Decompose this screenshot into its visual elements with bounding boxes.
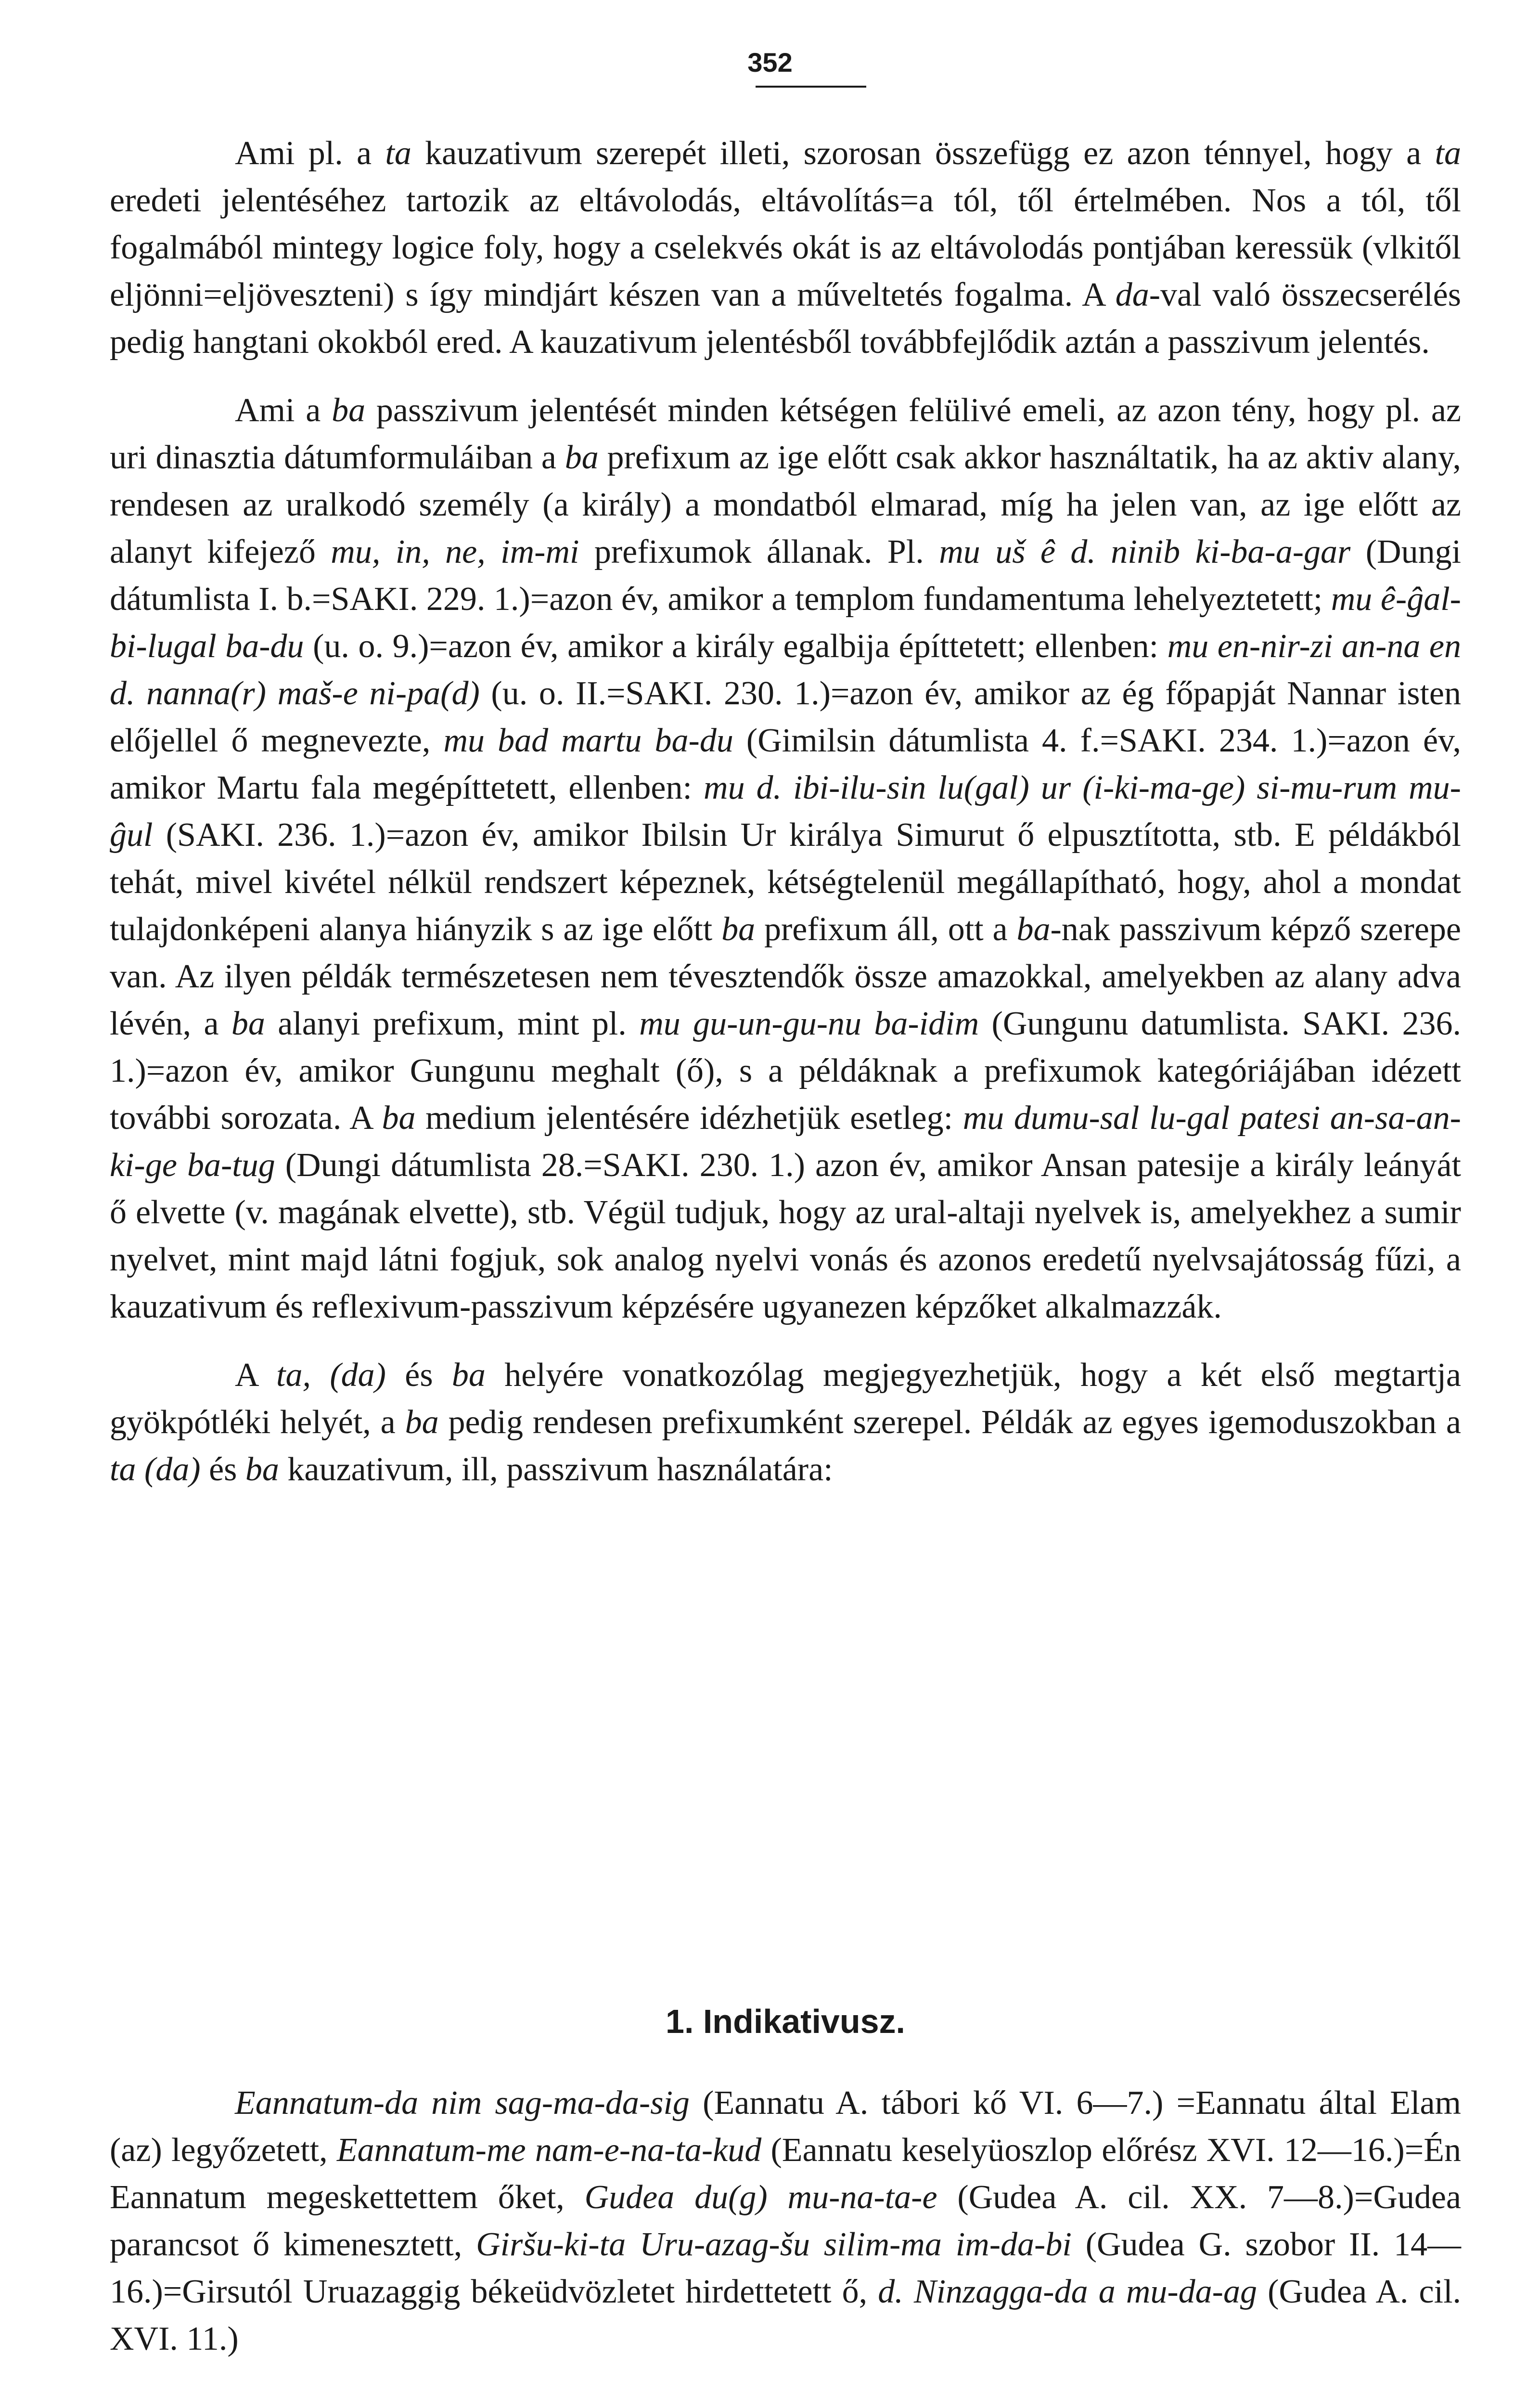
italic-term: mu, in, ne, im-mi <box>331 533 579 570</box>
italic-term: ta <box>1435 135 1461 172</box>
italic-term: ta <box>385 135 411 172</box>
text-run: helyére vonatkozólag megjegyezhetjük, hogy a két első megtartja gyökpótléki helyét, a <box>110 1357 1461 1441</box>
body-text <box>110 130 1461 1514</box>
text-run: (Gudea A. cil. XX. 7—8.)=Gudea parancsot ő kimenesztett, <box>110 2179 1462 2263</box>
italic-term: mu gu-un-gu-nu ba-idim <box>639 1005 979 1042</box>
text-run: (Dungi dátumlista I. b.=SAKI. 229. 1.)=azon év, amikor a templom fundamentuma lehelyeztetett; <box>110 533 1462 618</box>
text-run: és <box>200 1451 245 1488</box>
paragraph-passzivum <box>110 387 1461 1331</box>
text-run: (u. o. II.=SAKI. 230. 1.)=azon év, amikor az ég főpapját Nannar isten előjellel ő megnevezte, <box>110 675 1461 759</box>
text-run: A <box>235 1357 277 1394</box>
italic-term: ba <box>1016 911 1051 948</box>
examples-block <box>110 2080 1461 2363</box>
text-run: (Eannatu keselyüoszlop előrész XVI. 12—16.)=Én Eannatum megeskettettem őket, <box>110 2132 1461 2216</box>
italic-term: ta, (da) <box>276 1357 386 1394</box>
text-run: prefixum az ige előtt csak akkor használtatik, ha az aktiv alany, rendesen az uralkodó személy (a király) a mondatból elmarad, míg ha jelen van, az ige előtt az alanyt kifejező <box>110 439 1461 570</box>
italic-term: Giršu-ki-ta Uru-azag-šu silim-ma im-da-bi <box>476 2226 1072 2263</box>
text-run: -nak passzivum képző szerepe van. Az ilyen példák természetesen nem tévesztendők össze amazokkal, amelyekben az alany adva lévén, a <box>110 911 1461 1042</box>
text-run: (SAKI. 236. 1.)=azon év, amikor Ibilsin Ur királya Simurut ő elpusztította, stb. E példákból tehát, mivel kivétel nélkül rendszert képeznek, kétségtelenül megállapítható, hogy, ahol a mondat tulajdonképeni alanya hiányzik s az ige előtt <box>110 816 1461 948</box>
text-run: kauzativum, ill, passzivum használatára: <box>279 1451 833 1488</box>
paragraph-helyere <box>110 1352 1461 1493</box>
text-run: Ami pl. a <box>235 135 385 172</box>
italic-term: mu ê-ĝal-bi-lugal ba-du <box>110 581 1461 665</box>
italic-term: ba <box>405 1404 439 1441</box>
italic-term: mu d. ibi-ilu-sin lu(gal) ur (i-ki-ma-ge) si-mu-rum mu-ĝul <box>110 769 1461 854</box>
text-run: kauzativum szerepét illeti, szorosan összefügg ez azon ténnyel, hogy a <box>411 135 1435 172</box>
italic-term: ta (da) <box>110 1451 201 1488</box>
text-run: -val való összecserélés pedig hangtani okokból ered. A kauzativum jelentésből továbbfejlődik aztán a passzivum jelentés. <box>110 276 1461 361</box>
italic-term: da <box>1115 276 1149 313</box>
paragraph-examples <box>110 2080 1461 2363</box>
text-run: Ami a <box>235 392 332 429</box>
section-heading: 1. Indikativusz. <box>666 2003 905 2040</box>
text-run: (Gimilsin dátumlista 4. f.=SAKI. 234. 1.)=azon év, amikor Martu fala megépíttetett, ellenben: <box>110 722 1461 806</box>
text-run: (u. o. 9.)=azon év, amikor a király egalbija építtetett; ellenben: <box>304 628 1168 665</box>
page-number-rule <box>756 86 866 88</box>
text-run: alanyi prefixum, mint pl. <box>265 1005 640 1042</box>
text-run: medium jelentésére idézhetjük esetleg: <box>415 1100 963 1137</box>
text-run: (Gungunu datumlista. SAKI. 236. 1.)=azon év, amikor Gungunu meghalt (ő), s a példáknak a prefixumok kategóriájában idézett további sorozata. A <box>110 1005 1462 1137</box>
italic-term: mu en-nir-zi an-na en d. nanna(r) maš-e ni-pa(d) <box>110 628 1461 712</box>
text-run: (Dungi dátumlista 28.=SAKI. 230. 1.) azon év, amikor Ansan patesije a király leányát ő elvette (v. magának elvette), stb. Végül tudjuk, hogy az ural-altaji nyelvek is, amelyekhez a sumir nyelvet, mint majd látni fogjuk, sok analog nyelvi vonás és azonos eredetű nyelvsajátosság fűzi, a kauzativum és reflexivum-passzivum képzésére ugyanezen képzőket alkalmazzák. <box>110 1147 1462 1325</box>
italic-term: Eannatum-da nim sag-ma-da-sig <box>235 2084 690 2122</box>
text-run: (Eannatu A. tábori kő VI. 6—7.) =Eannatu által Elam (az) legyőzetett, <box>110 2084 1462 2169</box>
italic-term: Gudea du(g) mu-na-ta-e <box>584 2179 937 2216</box>
text-run: passzivum jelentését minden kétségen felülivé emeli, az azon tény, hogy pl. az uri dinasztia dátumformuláiban a <box>110 392 1461 476</box>
italic-term: mu uš ê d. ninib ki-ba-a-gar <box>939 533 1351 570</box>
text-run: (Gudea G. szobor II. 14—16.)=Girsutól Uruazaggig békeüdvözletet hirdettetett ő, <box>110 2226 1462 2310</box>
text-run: eredeti jelentéséhez tartozik az eltávolodás, eltávolítás=a tól, től értelmében. Nos a tól, től fogalmából mintegy logice foly, hogy a cselekvés okát is az eltávolodás pontjában keressük (vlkitől eljönni=eljöveszteni) s így mindjárt készen van a műveltetés fogalma. A <box>110 182 1461 313</box>
italic-term: mu bad martu ba-du <box>443 722 733 759</box>
italic-term: ba <box>451 1357 486 1394</box>
italic-term: mu dumu-sal lu-gal patesi an-sa-an-ki-ge ba-tug <box>110 1100 1461 1184</box>
text-run: prefixum áll, ott a <box>755 911 1017 948</box>
italic-term: ba <box>721 911 756 948</box>
italic-term: ba <box>382 1100 416 1137</box>
italic-term: Eannatum-me nam-e-na-ta-kud <box>336 2132 762 2169</box>
italic-term: ba <box>332 392 366 429</box>
paragraph-kauzativum <box>110 130 1461 366</box>
italic-term: ba <box>231 1005 265 1042</box>
text-run: és <box>385 1357 452 1394</box>
text-run: pedig rendesen prefixumként szerepel. Példák az egyes igemoduszokban a <box>438 1404 1461 1441</box>
text-run: prefixumok állanak. Pl. <box>579 533 939 570</box>
page-number: 352 <box>747 47 793 78</box>
italic-term: d. Ninzagga-da a mu-da-ag <box>878 2273 1257 2310</box>
italic-term: ba <box>245 1451 279 1488</box>
italic-term: ba <box>565 439 599 476</box>
text-run: (Gudea A. cil. XVI. 11.) <box>110 2273 1462 2357</box>
